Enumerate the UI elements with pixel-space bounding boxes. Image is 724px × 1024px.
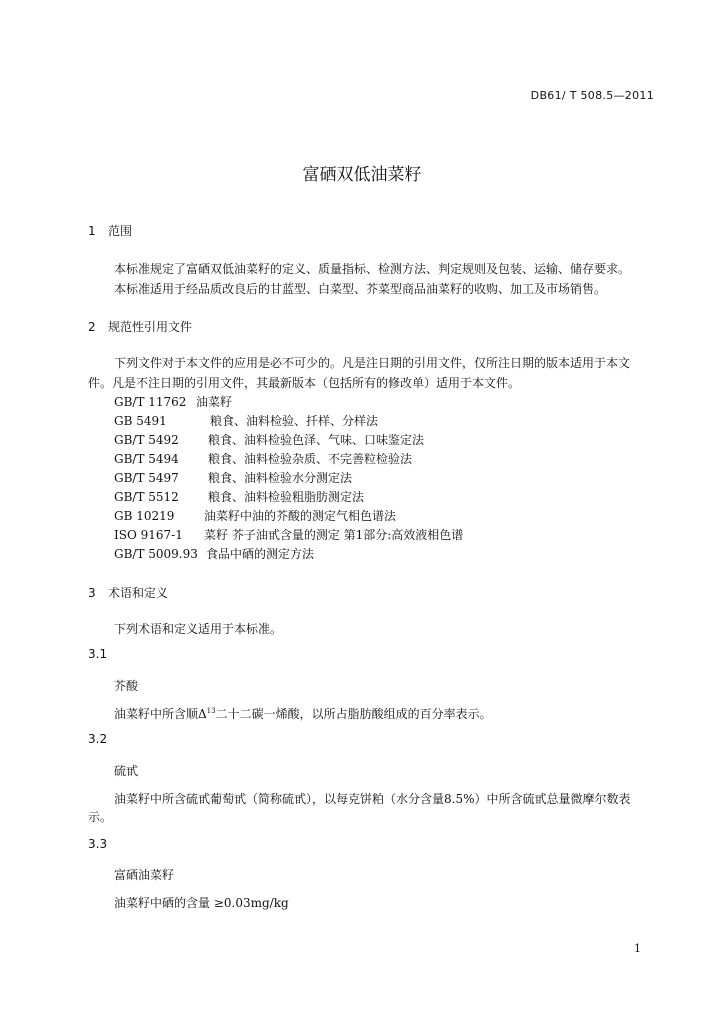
section-number: 2 — [88, 320, 96, 334]
reference-name: 油菜籽中油的芥酸的测定气相色谱法 — [204, 509, 397, 523]
paragraph: 本标准适用于经品质改良后的甘蓝型、白菜型、芥菜型商品油菜籽的收购、加工及市场销售。 — [114, 282, 607, 296]
section-title: 范围 — [108, 224, 133, 238]
reference-code: GB/T 5009.93 — [114, 547, 198, 561]
paragraph: 下列术语和定义适用于本标准。 — [114, 622, 283, 636]
reference-item — [114, 488, 364, 505]
reference-item — [114, 507, 396, 524]
section-number: 3 — [88, 586, 96, 600]
term-name: 芥酸 — [114, 679, 139, 693]
reference-code: ISO 9167-1 — [114, 528, 183, 542]
term-definition: 示。 — [88, 810, 113, 824]
reference-item — [114, 393, 232, 410]
paragraph: 件。凡是不注日期的引用文件，其最新版本（包括所有的修改单）适用于本文件。 — [88, 376, 521, 390]
term-definition — [114, 705, 492, 722]
section-title: 术语和定义 — [108, 586, 169, 600]
reference-item — [114, 450, 412, 467]
term-name: 硫甙 — [114, 764, 139, 778]
reference-code: GB/T 11762 — [114, 395, 187, 409]
reference-name: 粮食、油料检验、扦样、分样法 — [210, 414, 379, 428]
section-3-heading — [88, 584, 168, 601]
reference-name: 菜籽 芥子油甙含量的测定 第1部分:高效液相色谱 — [204, 528, 464, 542]
reference-code: GB/T 5492 — [114, 433, 179, 447]
term-number: 3.3 — [88, 837, 108, 851]
reference-code: GB/T 5497 — [114, 471, 179, 485]
reference-name: 粮食、油料检验杂质、不完善粒检验法 — [208, 452, 413, 466]
document-title: 富硒双低油菜籽 — [302, 165, 422, 185]
section-1-heading — [88, 222, 132, 239]
reference-item — [114, 412, 378, 429]
reference-name: 油菜籽 — [196, 395, 233, 409]
page-number: 1 — [634, 942, 641, 955]
definition-text: 油菜籽中所含顺Δ — [114, 707, 207, 721]
section-2-heading — [88, 318, 192, 335]
reference-name: 粮食、油料检验色泽、气味、口味鉴定法 — [208, 433, 425, 447]
section-number: 1 — [88, 224, 96, 238]
term-name: 富硒油菜籽 — [114, 868, 175, 882]
superscript: 13 — [206, 707, 216, 715]
reference-code: GB 10219 — [114, 509, 175, 523]
reference-item — [114, 545, 314, 562]
definition-text: 二十二碳一烯酸，以所占脂肪酸组成的百分率表示。 — [215, 707, 492, 721]
reference-item — [114, 526, 463, 543]
reference-item — [114, 469, 352, 486]
paragraph: 本标准规定了富硒双低油菜籽的定义、质量指标、检测方法、判定规则及包装、运输、储存要求。 — [114, 262, 631, 276]
reference-code: GB 5491 — [114, 414, 167, 428]
reference-name: 食品中硒的测定方法 — [206, 547, 315, 561]
reference-code: GB/T 5512 — [114, 490, 179, 504]
term-number: 3.2 — [88, 732, 108, 746]
section-title: 规范性引用文件 — [108, 320, 193, 334]
paragraph: 下列文件对于本文件的应用是必不可少的。凡是注日期的引用文件，仅所注日期的版本适用于本文 — [114, 356, 631, 370]
reference-item — [114, 431, 424, 448]
reference-name: 粮食、油料检验水分测定法 — [208, 471, 353, 485]
reference-name: 粮食、油料检验粗脂肪测定法 — [208, 490, 365, 504]
term-definition: 油菜籽中所含硫甙葡萄甙（简称硫甙），以每克饼粕（水分含量8.5%）中所含硫甙总量微摩尔数表 — [114, 792, 631, 806]
term-number: 3.1 — [88, 647, 108, 661]
reference-code: GB/T 5494 — [114, 452, 179, 466]
standard-code: DB61/ T 508.5—2011 — [530, 89, 654, 102]
term-definition: 油菜籽中硒的含量 ≥0.03mg/kg — [114, 896, 289, 910]
